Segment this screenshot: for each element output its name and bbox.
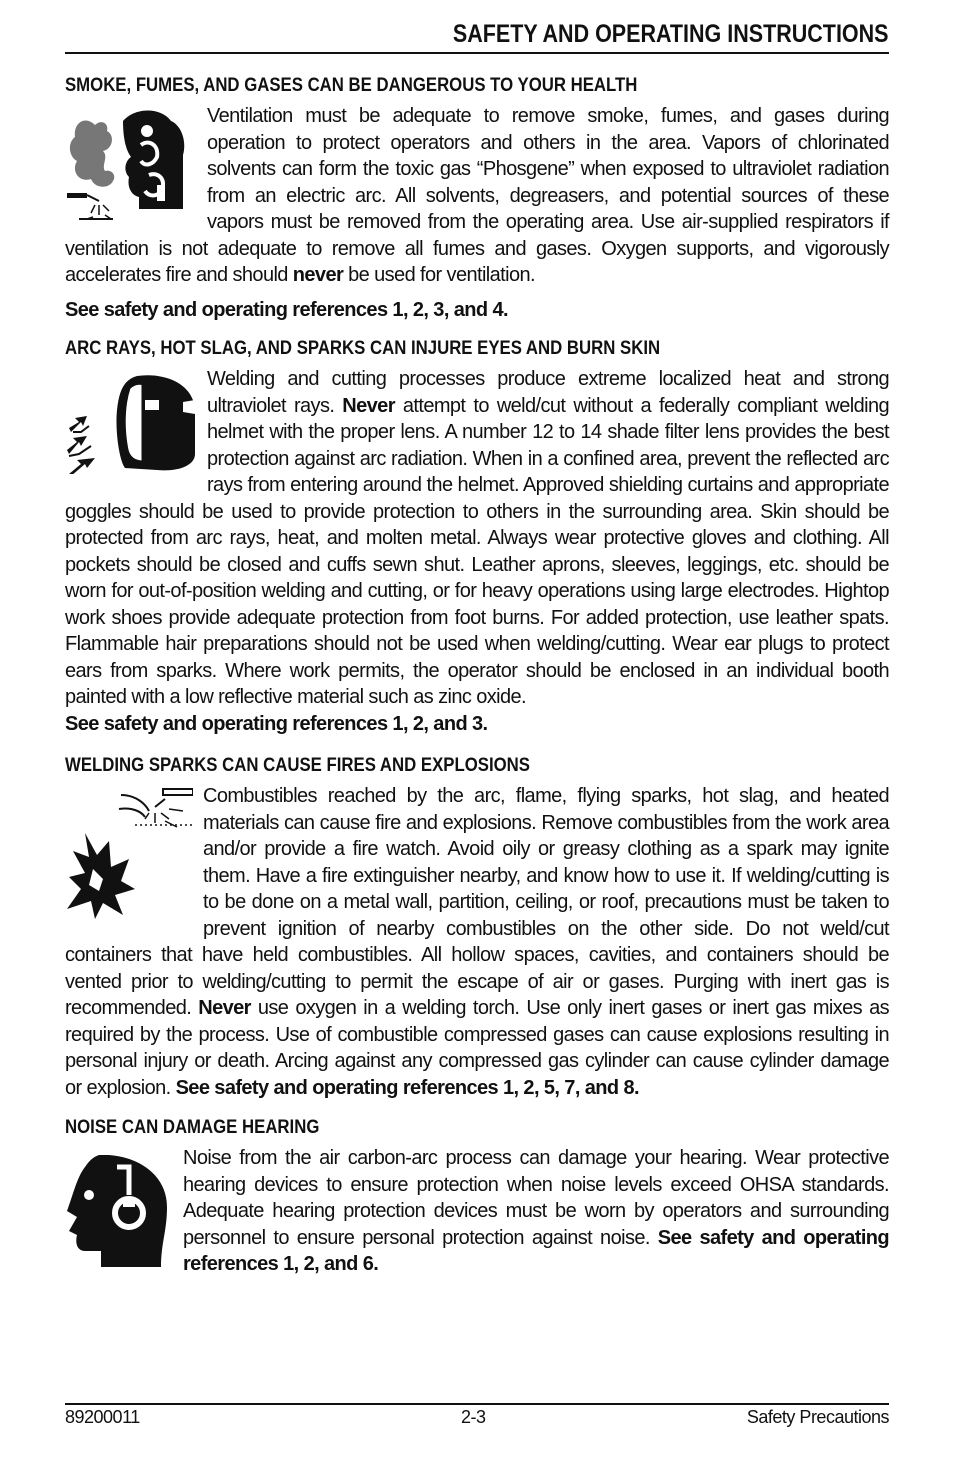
hearing-protection-icon (65, 1155, 173, 1275)
reference-noise: See safety and operating references 1, 2, and 6. (183, 1226, 890, 1275)
footer-section-name: Safety Precautions (746, 1407, 889, 1427)
section-text-noise: Noise from the air carbon-arc process can damage your hearing. Wear protective hearing devices to ensure protection when noise levels exceed OHSA standards. Adequate hearing protection devices must be worn by operators and surrounding personnel to ensure personal protection against noise. (183, 1147, 889, 1249)
reference-sparks: See safety and operating references 1, 2, 5, 7, and 8. (175, 1076, 639, 1099)
document-page (65, 0, 889, 1475)
footer-page-number: 2-3 (461, 1407, 486, 1427)
emphasis-never-sparks: Never (198, 997, 251, 1019)
section-heading-noise: NOISE CAN DAMAGE HEARING (65, 1116, 320, 1138)
page-title: SAFETY AND OPERATING INSTRUCTIONS (453, 20, 889, 48)
section-body-arc (65, 366, 889, 711)
section-noise (65, 1115, 889, 1278)
footer-rule (65, 1403, 889, 1405)
title-rule (65, 52, 889, 54)
section-text-smoke-b: be used for ventilation. (343, 264, 535, 286)
section-text-arc-b: attempt to weld/cut without a federally compliant welding helmet with the proper lens. A number 12 to 14 shade filter lens provides the best protection against arc radiation. When in a confined area, prevent the reflected arc rays from entering around the helmet. Approved shielding curtains and appropriate goggles should be used to provide protection to others in the surrounding area. Skin should be protected from arc rays, heat, and molten metal. Always wear protective gloves and clothing. All pockets should be closed and cuffs sewn shut. Leather aprons, sleeves, leggings, etc. should be worn for out-of-position welding and cutting, or for heavy operations using large electrodes. Hightop work shoes provide adequate protection from foot burns. For added protection, use leather spats. Flammable hair preparations should not be used when welding/cutting. Wear ear plugs to protect ears from sparks. Where work permits, the operator should be enclosed in an individual booth painted with a low reflective material such as zinc oxide. (65, 394, 889, 708)
section-heading-smoke: SMOKE, FUMES, AND GASES CAN BE DANGEROUS TO YOUR HEALTH (65, 74, 638, 96)
section-text-sparks-b: use oxygen in a welding torch. Use only inert gases or inert gas mixes as required by the process. Use of combustible compressed gases can cause explosions resulting in personal injury or death. Arcing against any compressed gas cylinder can cause cylinder damage or explosion. (65, 997, 889, 1099)
section-text-arc-a: Welding and cutting processes produce extreme localized heat and strong ultraviolet rays. (207, 368, 889, 417)
emphasis-never-arc: Never (342, 394, 395, 417)
section-body-smoke (65, 103, 889, 289)
section-sparks (65, 753, 889, 1101)
section-heading-arc: ARC RAYS, HOT SLAG, AND SPARKS CAN INJURE EYES AND BURN SKIN (65, 337, 661, 359)
reference-arc: See safety and operating references 1, 2, and 3. (65, 712, 488, 735)
welding-helmet-icon (65, 370, 197, 474)
section-text-smoke-a: Ventilation must be adequate to remove smoke, fumes, and gases during operation to protect operators and others in the area. Vapors of chlorinated solvents can form the toxic gas “Phosgene” when exposed to ultraviolet radiation from an electric arc. All solvents, degreasers, and potential sources of these vapors must be removed from the operating area. Use air-supplied respirators if ventilation is not adequate to remove all fumes and gases. Oxygen supports, and vigorously accelerates fire and should (65, 105, 889, 286)
section-text-sparks-a: Combustibles reached by the arc, flame, flying sparks, hot slag, and heated materials can cause fire and explosions. Remove combustibles from the work area and/or provide a fire watch. Avoid oily or greasy clothing as a spark may ignite them. Have a fire extinguisher nearby, and know how to use it. If welding/cutting is to be done on a metal wall, partition, ceiling, or roof, precautions must be taken to prevent ignition of nearby combustibles on the other side. Do not weld/cut containers that have held combustibles. All hollow spaces, cavities, and containers should be vented prior to welding/cutting to permit the escape of air or gases. Purging with inert gas is recommended. (65, 785, 889, 1019)
section-smoke (65, 73, 889, 323)
fumes-hazard-icon (65, 105, 197, 231)
section-body-noise (65, 1145, 889, 1278)
section-arc (65, 336, 889, 737)
fire-explosion-icon (65, 785, 193, 921)
section-heading-sparks: WELDING SPARKS CAN CAUSE FIRES AND EXPLOSIONS (65, 754, 530, 776)
section-body-sparks (65, 783, 889, 1101)
reference-smoke: See safety and operating references 1, 2, 3, and 4. (65, 298, 508, 321)
emphasis-never-smoke: never (292, 264, 344, 286)
footer-part-number: 89200011 (65, 1407, 140, 1427)
